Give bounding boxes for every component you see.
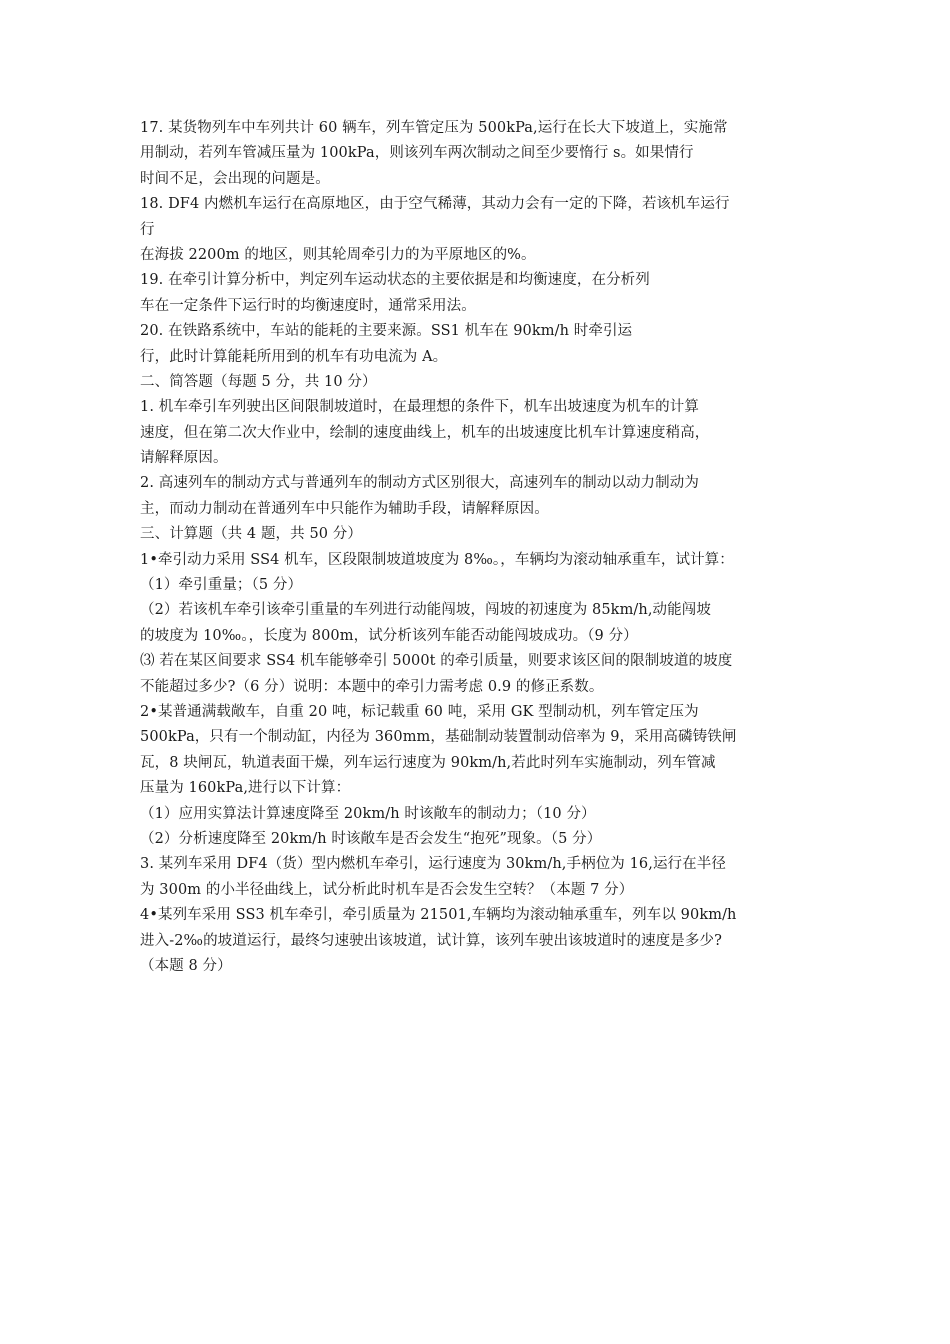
q19-line-1: 19. 在牵引计算分析中，判定列车运动状态的主要依据是和均衡速度，在分析列: [140, 272, 650, 289]
calc-4-line-1: 4•某列车采用 SS3 机车牵引，牵引质量为 21501,车辆均为滚动轴承重车，列车以 90km/h: [140, 907, 737, 924]
short-answer-2-line-2: 主，而动力制动在普通列车中只能作为辅助手段，请解释原因。: [140, 500, 549, 517]
calc-3-line-2: 为 300m 的小半径曲线上，试分析此时机车是否会发生空转？（本题 7 分）: [140, 881, 634, 898]
short-answer-2-line-1: 2. 高速列车的制动方式与普通列车的制动方式区别很大，高速列车的制动以动力制动为: [140, 475, 699, 492]
short-answer-1-line-2: 速度，但在第二次大作业中，绘制的速度曲线上，机车的出坡速度比机车计算速度稍高，: [140, 424, 710, 441]
calc-2-line-4: 压量为 160kPa,进行以下计算：: [140, 780, 351, 797]
calc-2-line-5: （1）应用实算法计算速度降至 20km/h 时该敞车的制动力；（10 分）: [140, 805, 596, 822]
q18-line-2: 行: [140, 221, 155, 238]
calc-3-line-1: 3. 某列车采用 DF4（货）型内燃机车牵引，运行速度为 30km/h,手柄位为 16,运行在半径: [140, 856, 726, 873]
q19-line-2: 车在一定条件下运行时的均衡速度时，通常采用法。: [140, 297, 476, 314]
calc-2-line-3: 瓦，8 块闸瓦，轨道表面干燥，列车运行速度为 90km/h,若此时列车实施制动，列车管减: [140, 754, 716, 771]
q18-line-3: 在海拔 2200m 的地区，则其轮周牵引力的为平原地区的%。: [140, 246, 536, 263]
q20-line-2: 行，此时计算能耗所用到的机车有功电流为 A。: [140, 348, 448, 365]
q18-line-1: 18. DF4 内燃机车运行在高原地区，由于空气稀薄，其动力会有一定的下降，若该机车运行: [140, 196, 730, 213]
calc-2-line-1: 2•某普通满载敞车，自重 20 吨，标记载重 60 吨，采用 GK 型制动机，列车管定压为: [140, 703, 699, 720]
calc-1-line-3: （2）若该机车牵引该牵引重量的车列进行动能闯坡，闯坡的初速度为 85km/h,动能闯坡: [140, 602, 711, 619]
section-3-heading: 三、计算题（共 4 题，共 50 分）: [140, 526, 363, 543]
q17-line-3: 时间不足，会出现的问题是。: [140, 170, 330, 187]
calc-1-line-5: ⑶ 若在某区间要求 SS4 机车能够牵引 5000t 的牵引质量，则要求该区间的限制坡道的坡度: [140, 653, 733, 670]
document-text: [140, 116, 820, 979]
q20-line-1: 20. 在铁路系统中，车站的能耗的主要来源。SS1 机车在 90km/h 时牵引运: [140, 323, 633, 340]
q17-line-1: 17. 某货物列车中车列共计 60 辆车，列车管定压为 500kPa,运行在长大下坡道上，实施常: [140, 120, 728, 136]
calc-1-line-2: （1）牵引重量；（5 分）: [140, 577, 303, 594]
short-answer-1-line-3: 请解释原因。: [140, 450, 228, 467]
q17-line-2: 用制动，若列车管减压量为 100kPa，则该列车两次制动之间至少要惰行 s。如果情行: [140, 145, 694, 162]
calc-1-line-6: 不能超过多少?（6 分）说明：本题中的牵引力需考虑 0.9 的修正系数。: [140, 678, 604, 695]
calc-2-line-6: （2）分析速度降至 20km/h 时该敞车是否会发生“抱死”现象。（5 分）: [140, 830, 602, 847]
calc-1-line-4: 的坡度为 10‰。，长度为 800m，试分析该列车能否动能闯坡成功。（9 分）: [140, 627, 638, 644]
short-answer-1-line-1: 1. 机车牵引车列驶出区间限制坡道时，在最理想的条件下，机车出坡速度为机车的计算: [140, 399, 699, 416]
calc-4-line-3: （本题 8 分）: [140, 957, 232, 974]
section-2-heading: 二、简答题（每题 5 分，共 10 分）: [140, 373, 377, 390]
calc-2-line-2: 500kPa，只有一个制动缸，内径为 360mm，基础制动装置制动倍率为 9，采用高磷铸铁闸: [140, 729, 737, 746]
calc-1-line-1: 1•牵引动力采用 SS4 机车，区段限制坡道坡度为 8‰。，车辆均为滚动轴承重车，试计算：: [140, 551, 734, 568]
calc-4-line-2: 进入-2‰的坡道运行，最终匀速驶出该坡道，试计算，该列车驶出该坡道时的速度是多少?: [140, 932, 722, 949]
